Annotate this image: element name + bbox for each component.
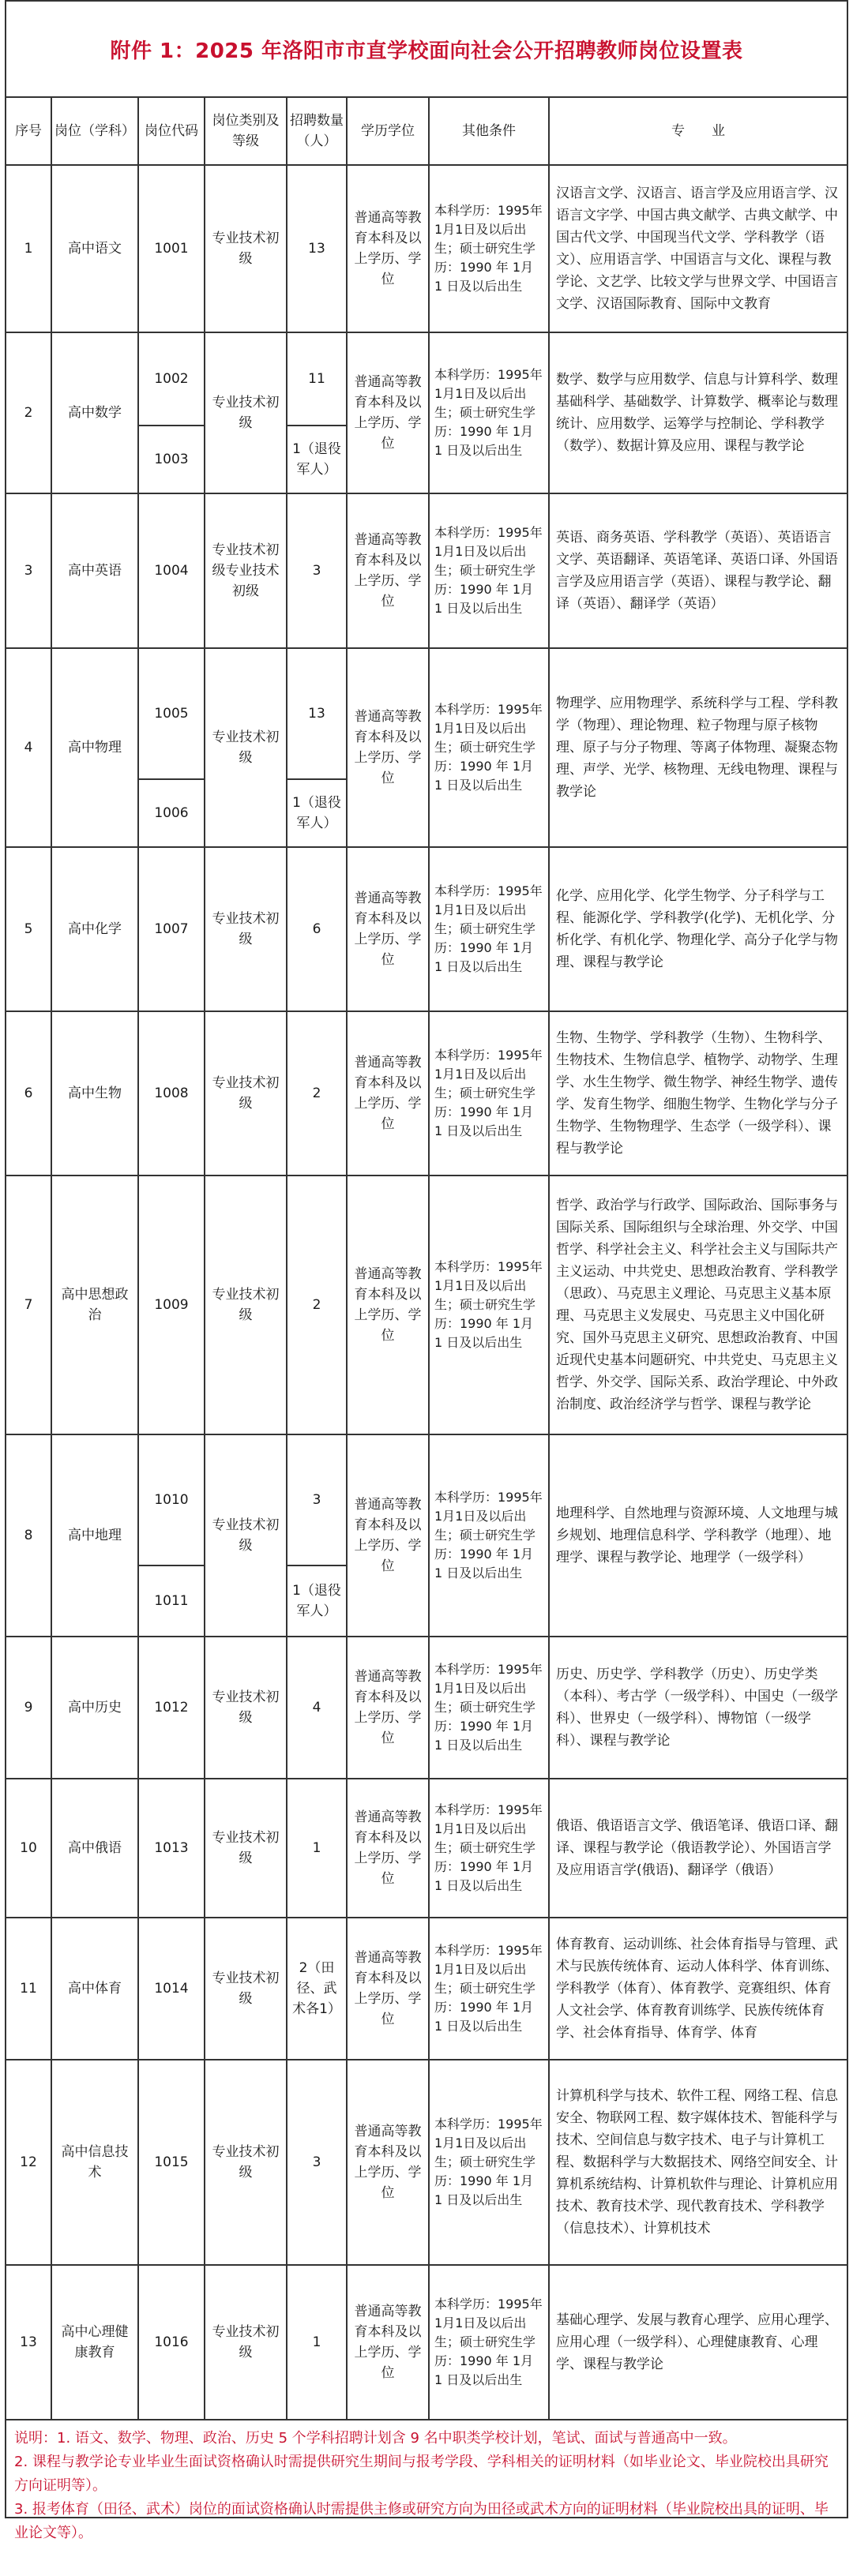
other-conditions-cell: 本科学历：1995年1月1日及以后出生；硕士研究生学历：1990 年 1月 1 日及以后出生 [429, 1434, 549, 1637]
seq-cell: 9 [6, 1637, 51, 1779]
post-cell: 高中化学 [51, 847, 138, 1011]
other-conditions-cell: 本科学历：1995年1月1日及以后出生；硕士研究生学历：1990 年 1月 1 日及以后出生 [429, 648, 549, 847]
header-seq: 序号 [6, 97, 51, 165]
code-cell: 1002 [138, 332, 205, 426]
edu-cell: 普通高等教育本科及以上学历、学位 [347, 847, 429, 1011]
code-cell: 1003 [138, 426, 205, 493]
edu-cell: 普通高等教育本科及以上学历、学位 [347, 1779, 429, 1918]
category-cell: 专业技术初级专业技术初级 [205, 493, 287, 648]
major-cell: 哲学、政治学与行政学、国际政治、国际事务与国际关系、国际组织与全球治理、外交学、中国哲学、科学社会主义、科学社会主义与国际共产主义运动、中共党史、思想政治教育、学科教学（思政）、马克思主义理论、马克思主义基本原理、马克思主义发展史、马克思主义中国化研究、国外马克思主义研究、思想政治教育、中国近现代史基本问题研究、中共党史、马克思主义哲学、外交学、国际关系、政治学理论、中外政治制度、政治经济学与哲学、课程与教学论 [549, 1176, 847, 1434]
code-cell: 1015 [138, 2060, 205, 2265]
edu-cell: 普通高等教育本科及以上学历、学位 [347, 1176, 429, 1434]
count-cell: 1（退役军人） [287, 1565, 347, 1637]
edu-cell: 普通高等教育本科及以上学历、学位 [347, 493, 429, 648]
count-cell: 13 [287, 648, 347, 779]
other-conditions-cell: 本科学历：1995年1月1日及以后出生；硕士研究生学历：1990 年 1月 1 日及以后出生 [429, 847, 549, 1011]
major-cell: 计算机科学与技术、软件工程、网络工程、信息安全、物联网工程、数字媒体技术、智能科学与技术、空间信息与数字技术、电子与计算机工程、数据科学与大数据技术、网络空间安全、计算机系统结构、计算机软件与理论、计算机应用技术、教育技术学、现代教育技术、学科教学（信息技术）、计算机技术 [549, 2060, 847, 2265]
code-cell: 1004 [138, 493, 205, 648]
code-cell: 1014 [138, 1918, 205, 2060]
table-header-row [6, 97, 847, 165]
category-cell: 专业技术初级 [205, 1779, 287, 1918]
code-cell: 1005 [138, 648, 205, 779]
table-row [6, 165, 847, 332]
count-cell: 2 [287, 1011, 347, 1176]
seq-cell: 11 [6, 1918, 51, 2060]
count-cell: 1（退役军人） [287, 426, 347, 493]
header-count: 招聘数量（人） [287, 97, 347, 165]
note-2: 2. 课程与教学论专业毕业生面试资格确认时需提供研究生期间与报考学段、学科相关的证明材料（如毕业论文、毕业院校出具研究方向证明等）。 [14, 2454, 829, 2494]
code-cell: 1011 [138, 1565, 205, 1637]
page-title: 附件 1：2025 年洛阳市市直学校面向社会公开招聘教师岗位设置表 [110, 39, 743, 63]
other-conditions-cell: 本科学历：1995年1月1日及以后出生；硕士研究生学历：1990 年 1月 1 日及以后出生 [429, 1011, 549, 1176]
post-cell: 高中思想政治 [51, 1176, 138, 1434]
count-cell: 11 [287, 332, 347, 426]
seq-cell: 10 [6, 1779, 51, 1918]
count-cell: 1 [287, 2265, 347, 2420]
major-cell: 生物、生物学、学科教学（生物）、生物科学、生物技术、生物信息学、植物学、动物学、生理学、水生生物学、微生物学、神经生物学、遗传学、发育生物学、细胞生物学、生物化学与分子生物学、生物物理学、生态学（一级学科）、课程与教学论 [549, 1011, 847, 1176]
category-cell: 专业技术初级 [205, 1918, 287, 2060]
other-conditions-cell: 本科学历：1995年1月1日及以后出生；硕士研究生学历：1990 年 1月 1 日及以后出生 [429, 2060, 549, 2265]
table-row [6, 493, 847, 648]
post-cell: 高中历史 [51, 1637, 138, 1779]
code-cell: 1009 [138, 1176, 205, 1434]
code-cell: 1001 [138, 165, 205, 332]
table-row [6, 1434, 847, 1565]
seq-cell: 7 [6, 1176, 51, 1434]
category-cell: 专业技术初级 [205, 1011, 287, 1176]
major-cell: 俄语、俄语语言文学、俄语笔译、俄语口译、翻译、课程与教学论（俄语教学论）、外国语言学及应用语言学(俄语)、翻译学（俄语） [549, 1779, 847, 1918]
major-cell: 英语、商务英语、学科教学（英语）、英语语言文学、英语翻译、英语笔译、英语口译、外国语言学及应用语言学（英语）、课程与教学论、翻译（英语）、翻译学（英语） [549, 493, 847, 648]
title-bar [5, 0, 848, 96]
post-cell: 高中体育 [51, 1918, 138, 2060]
header-edu: 学历学位 [347, 97, 429, 165]
count-cell: 2 [287, 1176, 347, 1434]
other-conditions-cell: 本科学历：1995年1月1日及以后出生；硕士研究生学历：1990 年 1月 1 日及以后出生 [429, 493, 549, 648]
category-cell: 专业技术初级 [205, 2060, 287, 2265]
table-row [6, 1918, 847, 2060]
edu-cell: 普通高等教育本科及以上学历、学位 [347, 2060, 429, 2265]
category-cell: 专业技术初级 [205, 648, 287, 847]
edu-cell: 普通高等教育本科及以上学历、学位 [347, 1918, 429, 2060]
count-cell: 3 [287, 493, 347, 648]
edu-cell: 普通高等教育本科及以上学历、学位 [347, 1011, 429, 1176]
table-row [6, 2060, 847, 2265]
table-row [6, 847, 847, 1011]
seq-cell: 12 [6, 2060, 51, 2265]
table-row [6, 332, 847, 426]
category-cell: 专业技术初级 [205, 332, 287, 493]
count-cell: 6 [287, 847, 347, 1011]
seq-cell: 2 [6, 332, 51, 493]
major-cell: 基础心理学、发展与教育心理学、应用心理学、应用心理（一级学科）、心理健康教育、心理学、课程与教学论 [549, 2265, 847, 2420]
other-conditions-cell: 本科学历：1995年1月1日及以后出生；硕士研究生学历：1990 年 1月 1 日及以后出生 [429, 1176, 549, 1434]
category-cell: 专业技术初级 [205, 1434, 287, 1637]
major-cell: 汉语言文学、汉语言、语言学及应用语言学、汉语言文字学、中国古典文献学、古典文献学、中国古代文学、中国现当代文学、学科教学（语文）、应用语言学、中国语言与文化、课程与教学论、文艺学、比较文学与世界文学、中国语言文学、汉语国际教育、国际中文教育 [549, 165, 847, 332]
other-conditions-cell: 本科学历：1995年1月1日及以后出生；硕士研究生学历：1990 年 1月 1 日及以后出生 [429, 332, 549, 493]
code-cell: 1006 [138, 779, 205, 847]
post-cell: 高中生物 [51, 1011, 138, 1176]
header-major: 专 业 [549, 97, 847, 165]
category-cell: 专业技术初级 [205, 1637, 287, 1779]
count-cell: 2（田径、武术各1） [287, 1918, 347, 2060]
count-cell: 3 [287, 1434, 347, 1565]
category-cell: 专业技术初级 [205, 847, 287, 1011]
code-cell: 1013 [138, 1779, 205, 1918]
table-row [6, 2265, 847, 2420]
count-cell: 13 [287, 165, 347, 332]
seq-cell: 4 [6, 648, 51, 847]
header-other: 其他条件 [429, 97, 549, 165]
code-cell: 1007 [138, 847, 205, 1011]
other-conditions-cell: 本科学历：1995年1月1日及以后出生；硕士研究生学历：1990 年 1月 1 日及以后出生 [429, 1637, 549, 1779]
major-cell: 数学、数学与应用数学、信息与计算科学、数理基础科学、基础数学、计算数学、概率论与数理统计、应用数学、运筹学与控制论、学科教学（数学）、数据计算及应用、课程与教学论 [549, 332, 847, 493]
positions-table [5, 96, 848, 2420]
count-cell: 1 [287, 1779, 347, 1918]
code-cell: 1012 [138, 1637, 205, 1779]
table-row [6, 1176, 847, 1434]
post-cell: 高中信息技术 [51, 2060, 138, 2265]
major-cell: 物理学、应用物理学、系统科学与工程、学科教学（物理）、理论物理、粒子物理与原子核物理、原子与分子物理、等离子体物理、凝聚态物理、声学、光学、核物理、无线电物理、课程与教学论 [549, 648, 847, 847]
post-cell: 高中语文 [51, 165, 138, 332]
post-cell: 高中心理健康教育 [51, 2265, 138, 2420]
major-cell: 体育教育、运动训练、社会体育指导与管理、武术与民族传统体育、运动人体科学、体育训练、学科教学（体育）、体育教学、竞赛组织、体育人文社会学、体育教育训练学、民族传统体育学、社会体育指导、体育学、体育 [549, 1918, 847, 2060]
count-cell: 1（退役军人） [287, 779, 347, 847]
table-row [6, 1637, 847, 1779]
table-row [6, 1779, 847, 1918]
table-row [6, 1011, 847, 1176]
count-cell: 3 [287, 2060, 347, 2265]
edu-cell: 普通高等教育本科及以上学历、学位 [347, 165, 429, 332]
header-post: 岗位（学科） [51, 97, 138, 165]
header-category: 岗位类别及等级 [205, 97, 287, 165]
post-cell: 高中俄语 [51, 1779, 138, 1918]
table-row [6, 648, 847, 779]
other-conditions-cell: 本科学历：1995年1月1日及以后出生；硕士研究生学历：1990 年 1月 1 日及以后出生 [429, 2265, 549, 2420]
note-1: 说明：1. 语文、数学、物理、政治、历史 5 个学科招聘计划含 9 名中职类学校计划，笔试、面试与普通高中一致。 [14, 2430, 737, 2447]
seq-cell: 5 [6, 847, 51, 1011]
category-cell: 专业技术初级 [205, 165, 287, 332]
code-cell: 1016 [138, 2265, 205, 2420]
post-cell: 高中数学 [51, 332, 138, 493]
major-cell: 化学、应用化学、化学生物学、分子科学与工程、能源化学、学科教学(化学)、无机化学、分析化学、有机化学、物理化学、高分子化学与物理、课程与教学论 [549, 847, 847, 1011]
post-cell: 高中物理 [51, 648, 138, 847]
seq-cell: 8 [6, 1434, 51, 1637]
edu-cell: 普通高等教育本科及以上学历、学位 [347, 1434, 429, 1637]
edu-cell: 普通高等教育本科及以上学历、学位 [347, 1637, 429, 1779]
other-conditions-cell: 本科学历：1995年1月1日及以后出生；硕士研究生学历：1990 年 1月 1 日及以后出生 [429, 1779, 549, 1918]
code-cell: 1008 [138, 1011, 205, 1176]
seq-cell: 6 [6, 1011, 51, 1176]
major-cell: 历史、历史学、学科教学（历史）、历史学类（本科）、考古学（一级学科）、中国史（一级学科）、世界史（一级学科）、博物馆（一级学科）、课程与教学论 [549, 1637, 847, 1779]
edu-cell: 普通高等教育本科及以上学历、学位 [347, 648, 429, 847]
category-cell: 专业技术初级 [205, 2265, 287, 2420]
major-cell: 地理科学、自然地理与资源环境、人文地理与城乡规划、地理信息科学、学科教学（地理）、地理学、课程与教学论、地理学（一级学科） [549, 1434, 847, 1637]
header-code: 岗位代码 [138, 97, 205, 165]
seq-cell: 1 [6, 165, 51, 332]
edu-cell: 普通高等教育本科及以上学历、学位 [347, 2265, 429, 2420]
notes-section [5, 2420, 848, 2541]
seq-cell: 3 [6, 493, 51, 648]
note-3: 3. 报考体育（田径、武术）岗位的面试资格确认时需提供主修或研究方向为田径或武术方向的证明材料（毕业院校出具的证明、毕业论文等）。 [14, 2501, 829, 2541]
edu-cell: 普通高等教育本科及以上学历、学位 [347, 332, 429, 493]
count-cell: 4 [287, 1637, 347, 1779]
post-cell: 高中地理 [51, 1434, 138, 1637]
other-conditions-cell: 本科学历：1995年1月1日及以后出生；硕士研究生学历：1990 年 1月 1 日及以后出生 [429, 165, 549, 332]
seq-cell: 13 [6, 2265, 51, 2420]
post-cell: 高中英语 [51, 493, 138, 648]
category-cell: 专业技术初级 [205, 1176, 287, 1434]
code-cell: 1010 [138, 1434, 205, 1565]
other-conditions-cell: 本科学历：1995年1月1日及以后出生；硕士研究生学历：1990 年 1月 1 日及以后出生 [429, 1918, 549, 2060]
